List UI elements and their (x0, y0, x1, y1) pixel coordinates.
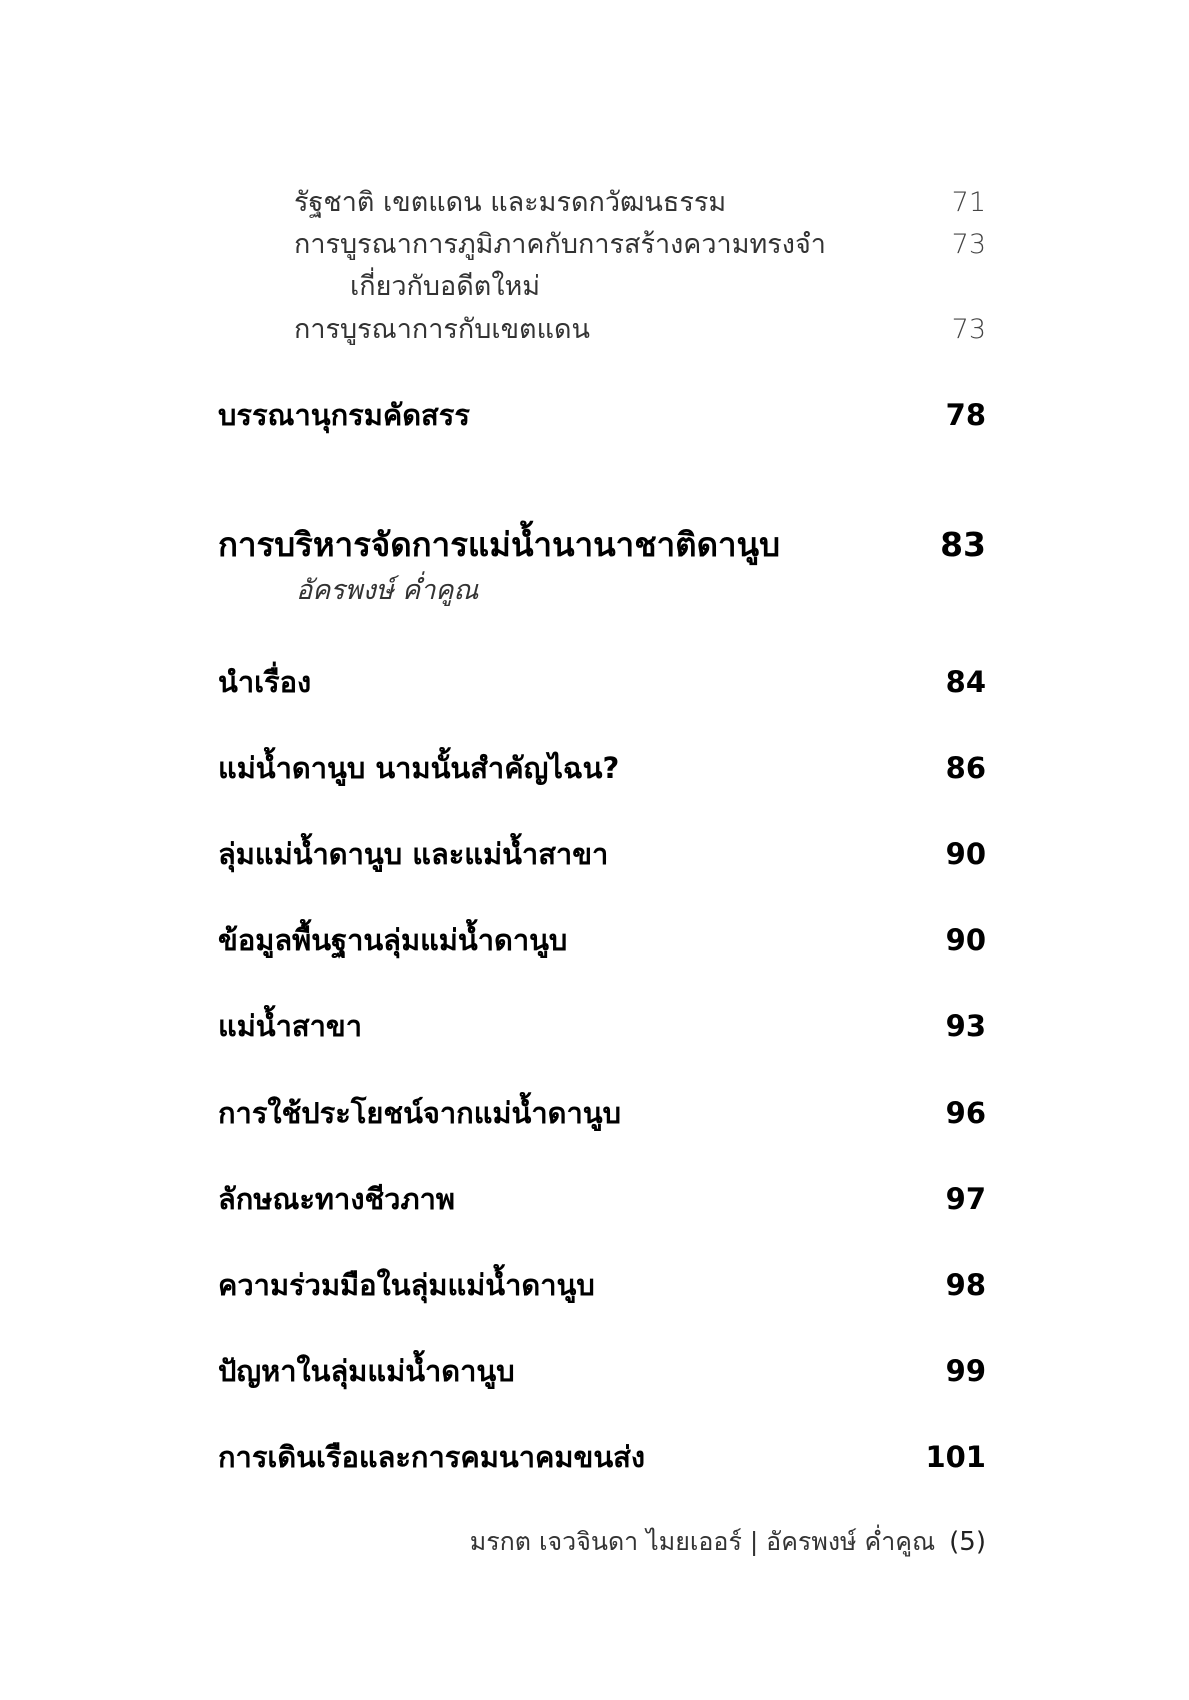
page-footer (470, 1522, 986, 1562)
toc-subentry (294, 222, 986, 265)
toc-chapter-page: 83 (940, 525, 986, 564)
toc-chapter (218, 518, 986, 571)
toc-entry (218, 1348, 986, 1394)
toc-entry (218, 659, 986, 705)
toc-chapter-author: อัครพงษ์ ค่ำคูณ (296, 575, 479, 606)
toc-entry-page: 86 (945, 751, 986, 785)
toc-entry-page: 96 (945, 1096, 986, 1130)
toc-entry (218, 1176, 986, 1222)
toc-entry-page: 98 (945, 1268, 986, 1302)
toc-entry-title: การใช้ประโยชน์จากแม่น้ำดานูบ (218, 1096, 621, 1130)
toc-subentry-page: 71 (951, 187, 986, 218)
toc-subentry-title: รัฐชาติ เขตแดน และมรดกวัฒนธรรม (294, 187, 727, 218)
toc-entry (218, 1434, 986, 1480)
toc-entry (218, 1262, 986, 1308)
toc-subentry (294, 180, 986, 223)
toc-chapter-title: การบริหารจัดการแม่น้ำนานาชาติดานูบ (218, 525, 781, 564)
toc-entry-title: ปัญหาในลุ่มแม่น้ำดานูบ (218, 1354, 515, 1388)
toc-entry-page: 90 (945, 923, 986, 957)
toc-entry-title: แม่น้ำสาขา (218, 1009, 363, 1043)
toc-entry-title: ความร่วมมือในลุ่มแม่น้ำดานูบ (218, 1268, 595, 1302)
toc-entry (218, 1090, 986, 1136)
toc-subentry-continuation: เกี่ยวกับอดีตใหม่ (350, 271, 541, 302)
toc-entry-title: แม่น้ำดานูบ นามนั้นสำคัญไฉน? (218, 751, 620, 785)
toc-entry-page: 101 (925, 1440, 986, 1474)
toc-entry-page: 84 (945, 665, 986, 699)
toc-entry (218, 1003, 986, 1049)
toc-entry-title: ลุ่มแม่น้ำดานูบ และแม่น้ำสาขา (218, 837, 609, 871)
toc-bibliography-title: บรรณานุกรมคัดสรร (218, 398, 470, 432)
toc-entry-page: 90 (945, 837, 986, 871)
footer-authors: มรกต เจวจินดา ไมยเออร์ | อัครพงษ์ ค่ำคูณ (469, 1527, 936, 1556)
toc-entry-title: ลักษณะทางชีวภาพ (218, 1182, 455, 1216)
toc-entry-title: ข้อมูลพื้นฐานลุ่มแม่น้ำดานูบ (218, 923, 568, 957)
toc-bibliography-page: 78 (945, 398, 986, 432)
toc-entry-page: 93 (945, 1009, 986, 1043)
toc-entry-page: 97 (945, 1182, 986, 1216)
page-number: (5) (949, 1527, 986, 1557)
toc-entry (218, 917, 986, 963)
toc-subentry-page: 73 (951, 314, 986, 345)
toc-entry-title: การเดินเรือและการคมนาคมขนส่ง (218, 1440, 645, 1474)
toc-subentry-page: 73 (951, 229, 986, 260)
toc-entry (218, 745, 986, 791)
toc-subentry (294, 307, 986, 350)
toc-subentry-title: การบูรณาการภูมิภาคกับการสร้างความทรงจำ (294, 229, 826, 260)
toc-entry-page: 99 (945, 1354, 986, 1388)
toc-entry-title: นำเรื่อง (218, 665, 312, 699)
toc-entry (218, 831, 986, 877)
toc-bibliography (218, 392, 986, 438)
toc-subentry-title: การบูรณาการกับเขตแดน (294, 314, 590, 345)
